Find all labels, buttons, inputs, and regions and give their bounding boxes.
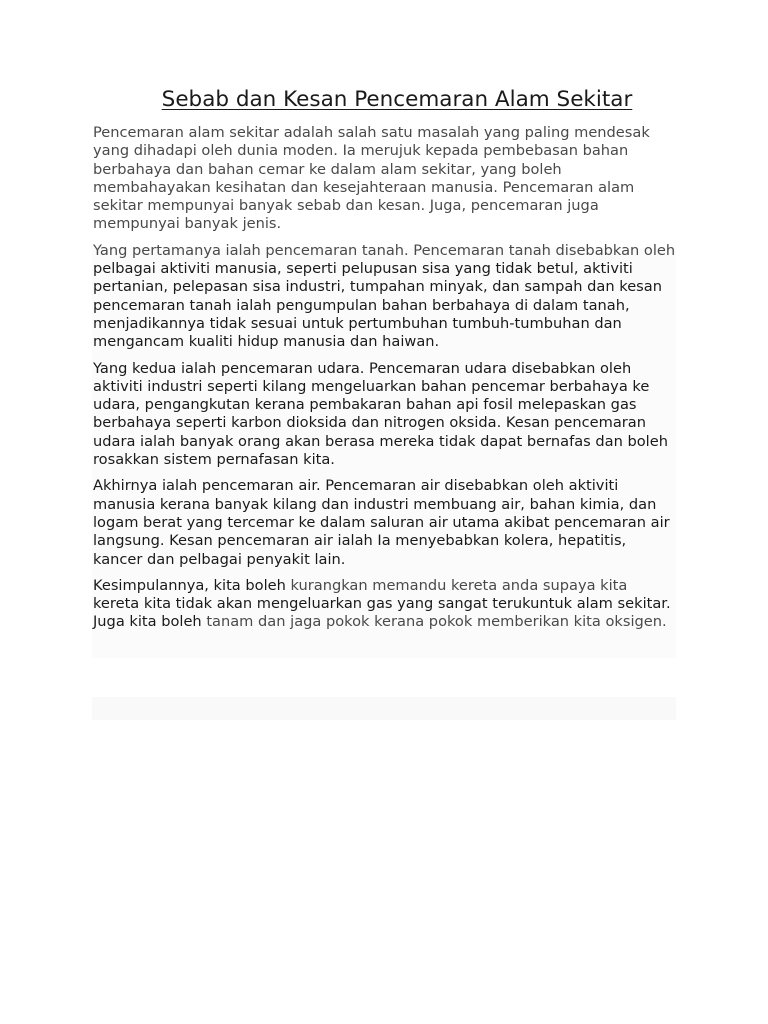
paragraph-water-pollution — [93, 477, 677, 568]
paragraph-4-segment-1: Akhirnya ialah pencemaran air. Pencemaran air disebabkan oleh aktiviti manusia kerana banyak kilang dan industri membuang air, bahan kimia, dan logam berat yang tercemar ke dalam saluran air utama akibat pencemaran air langsung. Kesan pencemaran air ialah Ia menyebabkan kolera, hepatitis, kancer dan pelbagai penyakit lain. — [93, 477, 670, 568]
document-body — [93, 124, 677, 640]
document-title-text: Sebab dan Kesan Pencemaran Alam Sekitar — [161, 87, 633, 112]
paragraph-5-segment-1: Kesimpulannya, kita boleh — [93, 576, 291, 594]
paragraph-2-segment-1: Yang pertamanya ialah pencemaran tanah. Pencemaran tanah disebabkan oleh — [93, 241, 676, 259]
paragraph-conclusion — [93, 577, 677, 632]
paragraph-1-segment-1: Pencemaran alam sekitar adalah salah satu masalah yang paling mendesak yang dihadapi oleh dunia moden. Ia merujuk kepada pembebasan bahan berbahaya dan bahan cemar ke dalam alam sekitar, yang boleh membahayakan kesihatan dan kesejahteraan manusia. Pencemaran alam sekitar mempunyai banyak sebab dan kesan. Juga, pencemaran juga mempunyai banyak jenis. — [93, 124, 650, 233]
document-title — [0, 86, 768, 114]
paragraph-air-pollution — [93, 360, 677, 470]
blank-highlight-strip — [92, 697, 676, 720]
paragraph-2-segment-2: pelbagai aktiviti manusia, seperti pelupusan sisa yang tidak betul, aktiviti pertanian, pelepasan sisa industri, tumpahan minyak, dan sampah dan kesan pencemaran tanah ialah pengumpulan bahan berbahaya di dalam tanah, menjadikannya tidak sesuai untuk pertumbuhan tumbuh-tumbuhan dan mengancam kualiti hidup manusia dan haiwan. — [93, 260, 662, 351]
paragraph-introduction — [93, 124, 677, 234]
paragraph-5-segment-2: kurangkan memandu kereta anda supaya kita — [290, 576, 628, 594]
paragraph-soil-pollution — [93, 242, 677, 352]
paragraph-5-segment-3: kereta kita tidak akan mengeluarkan gas yang sangat terukuntuk alam sekitar. Juga kita boleh — [93, 595, 671, 631]
paragraph-3-segment-1: Yang kedua ialah pencemaran udara. Pencemaran udara disebabkan oleh aktiviti industri seperti kilang mengeluarkan bahan pencemar berbahaya ke udara, pengangkutan kerana pembakaran bahan api fosil melepaskan gas berbahaya seperti karbon dioksida dan nitrogen oksida. Kesan pencemaran udara ialah banyak orang akan berasa mereka tidak dapat bernafas dan boleh rosakkan sistem pernafasan kita. — [93, 359, 668, 469]
paragraph-5-segment-4: tanam dan jaga pokok kerana pokok memberikan kita oksigen. — [206, 613, 667, 631]
